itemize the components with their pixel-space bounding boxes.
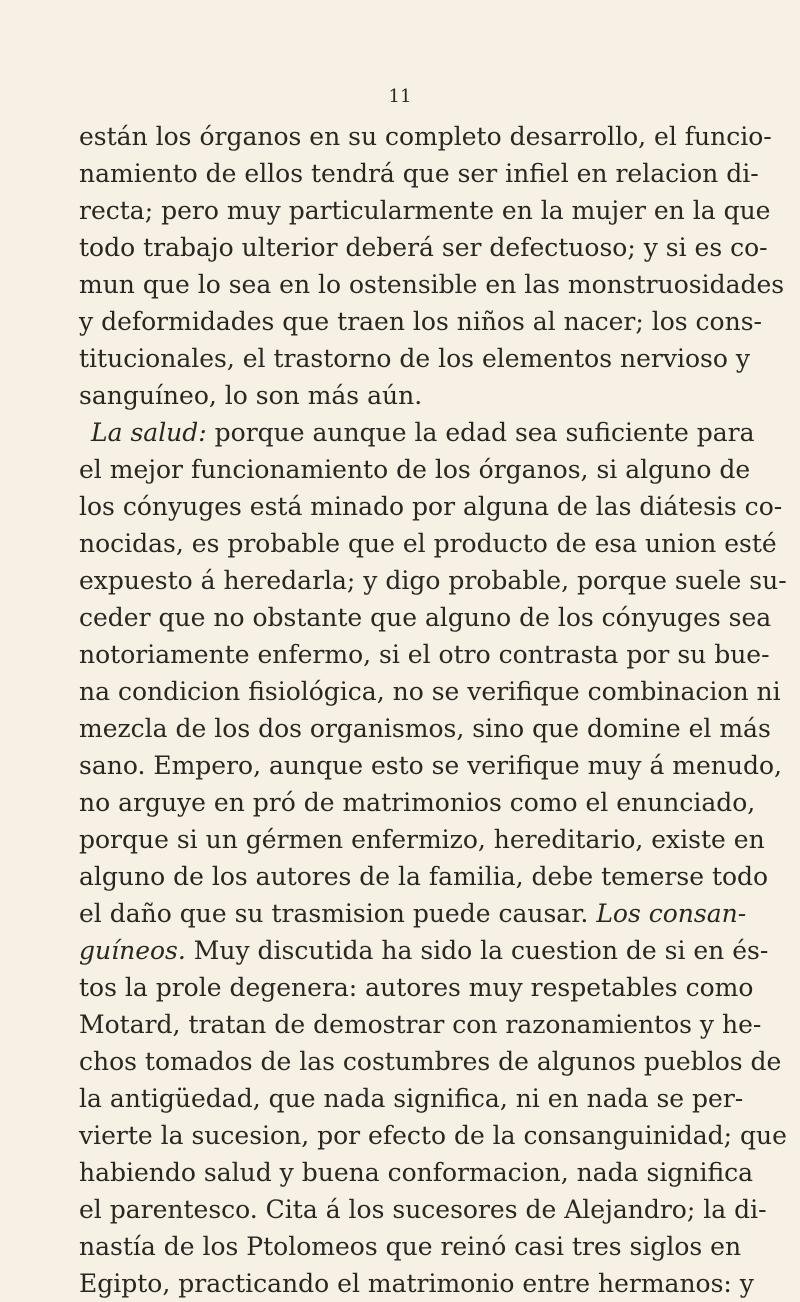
text-span: la antigüedad, que nada significa, ni en nada se per- <box>79 1084 744 1113</box>
body-text <box>79 118 787 1302</box>
text-line <box>79 747 783 784</box>
text-span: ceder que no obstante que alguno de los cónyuges sea <box>79 603 772 632</box>
text-line <box>79 821 765 858</box>
text-span: nastía de los Ptolomeos que reinó casi tres siglos en <box>79 1232 742 1261</box>
text-span: vierte la sucesion, por efecto de la consanguinidad; que <box>79 1121 787 1150</box>
text-span: expuesto á heredarla; y digo probable, porque suele su- <box>79 566 787 595</box>
text-span: sano. Empero, aunque esto se verifique muy á menudo, <box>79 751 783 780</box>
text-line <box>79 377 705 414</box>
text-span: mun que lo sea en lo ostensible en las monstruosidades <box>79 270 785 299</box>
text-line <box>79 1080 744 1117</box>
text-line <box>79 636 770 673</box>
text-line <box>79 858 769 895</box>
text-span: alguno de los autores de la familia, debe temerse todo <box>79 862 769 891</box>
text-span: mezcla de los dos organismos, sino que domine el más <box>79 714 771 743</box>
text-span: Motard, tratan de demostrar con razonamientos y he- <box>79 1010 762 1039</box>
text-span: el mejor funcionamiento de los órganos, si alguno de <box>79 455 751 484</box>
text-span: Muy discutida ha sido la cuestion de si en és- <box>185 936 769 965</box>
text-line <box>79 969 754 1006</box>
text-line <box>79 303 762 340</box>
text-line <box>79 451 751 488</box>
text-span: notoriamente enfermo, si el otro contrasta por su bue- <box>79 640 770 669</box>
text-line <box>79 525 777 562</box>
text-span: están los órganos en su completo desarrollo, el funcio- <box>79 122 772 151</box>
text-span: los cónyuges está minado por alguna de las diátesis co- <box>79 492 783 521</box>
text-span: todo trabajo ulterior deberá ser defectuoso; y si es co- <box>79 233 768 262</box>
text-line <box>79 932 769 969</box>
text-line <box>79 414 755 451</box>
text-span: Egipto, practicando el matrimonio entre hermanos: y <box>79 1269 754 1298</box>
text-span: na condicion fisiológica, no se verifique combinacion ni <box>79 677 781 706</box>
text-span: habiendo salud y buena conformacion, nada significa <box>79 1158 754 1187</box>
text-line <box>79 599 772 636</box>
text-line <box>79 192 771 229</box>
text-line <box>79 1228 742 1265</box>
text-line <box>79 340 750 377</box>
text-span: el parentesco. Cita á los sucesores de Alejandro; la di- <box>79 1195 767 1224</box>
text-line <box>79 118 772 155</box>
text-line <box>79 1191 767 1228</box>
text-line <box>79 1043 782 1080</box>
text-line <box>79 488 783 525</box>
text-span: sanguíneo, lo son más aún. <box>79 381 423 410</box>
page-number: 11 <box>388 86 412 107</box>
text-span: recta; pero muy particularmente en la mujer en la que <box>79 196 771 225</box>
text-line <box>79 673 781 710</box>
text-line <box>79 784 756 821</box>
text-span: nocidas, es probable que el producto de esa union esté <box>79 529 777 558</box>
text-span: porque aunque la edad sea suficiente para <box>206 418 755 447</box>
text-line <box>79 229 768 266</box>
italic-text: Los consan- <box>596 899 747 928</box>
text-line <box>79 895 747 932</box>
text-line <box>79 155 759 192</box>
text-line <box>79 710 771 747</box>
text-line <box>79 1117 787 1154</box>
text-line <box>79 1006 762 1043</box>
text-span: porque si un gérmen enfermizo, hereditario, existe en <box>79 825 765 854</box>
text-span: tos la prole degenera: autores muy respetables como <box>79 973 754 1002</box>
text-span: titucionales, el trastorno de los elementos nervioso y <box>79 344 750 373</box>
text-line <box>79 1154 754 1191</box>
text-span: y deformidades que traen los niños al nacer; los cons- <box>79 307 762 336</box>
text-line <box>79 1265 754 1302</box>
italic-text: La salud: <box>91 418 207 447</box>
text-line <box>79 562 787 599</box>
text-span: namiento de ellos tendrá que ser infiel en relacion di- <box>79 159 759 188</box>
text-line <box>79 266 785 303</box>
text-span: chos tomados de las costumbres de algunos pueblos de <box>79 1047 782 1076</box>
italic-text: guíneos. <box>79 936 186 965</box>
text-span: no arguye en pró de matrimonios como el enunciado, <box>79 788 756 817</box>
text-span: el daño que su trasmision puede causar. <box>79 899 597 928</box>
